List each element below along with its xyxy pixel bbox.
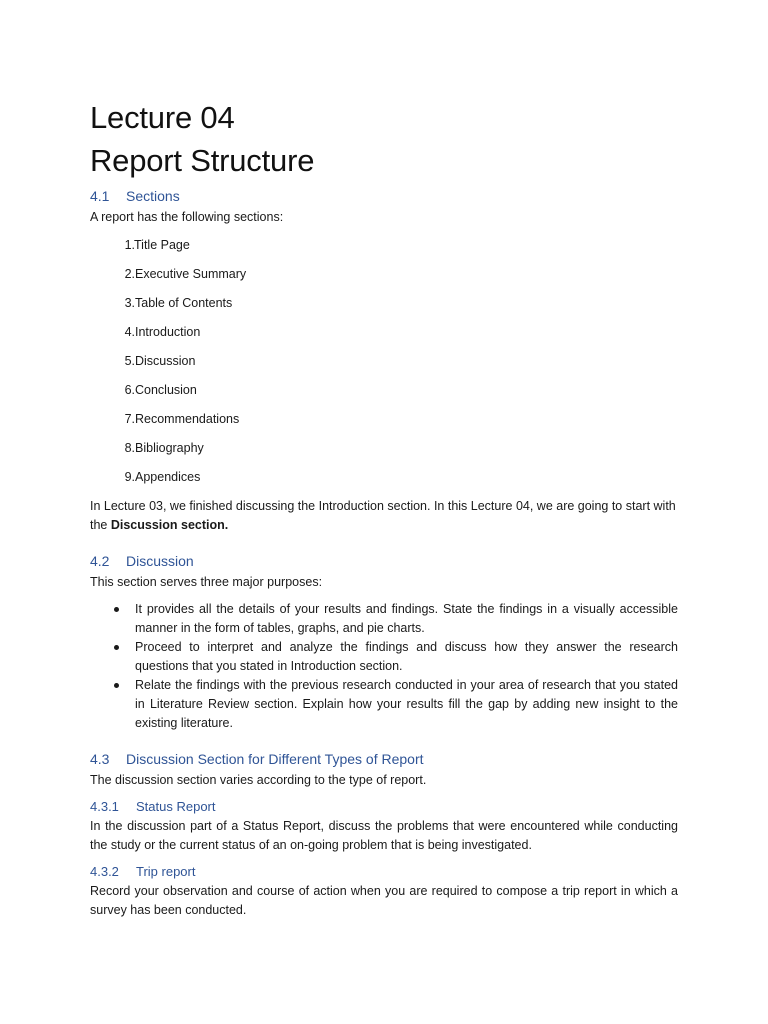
list-item: 7. Recommendations: [124, 412, 240, 426]
heading-number: 4.1: [90, 188, 110, 204]
bullet-icon: [90, 600, 135, 638]
trip-report-body: Record your observation and course of action when you are required to compose a trip report in which a survey has been conducted.: [90, 884, 678, 917]
heading-text: Sections: [126, 188, 180, 204]
list-item: 6. Conclusion: [124, 383, 197, 397]
heading-4-1: [90, 186, 678, 206]
heading-4-3-2: [90, 863, 678, 881]
page-title-lecture: Lecture 04: [90, 100, 235, 135]
list-item: 8. Bibliography: [124, 441, 204, 455]
discussion-intro: This section serves three major purposes:: [90, 575, 323, 589]
heading-text: Status Report: [136, 799, 216, 814]
sections-intro: A report has the following sections:: [90, 210, 284, 224]
heading-4-3-1: [90, 798, 678, 816]
list-item: It provides all the details of your results and findings. State the findings in a visually accessible manner in the form of tables, graphs, and pie charts.: [90, 600, 678, 638]
heading-4-2: [90, 551, 678, 571]
discussion-purposes-list: [90, 600, 678, 733]
sections-list: [90, 236, 678, 497]
heading-number: 4.3.1: [90, 799, 119, 814]
list-item: 9. Appendices: [124, 470, 201, 484]
types-intro: The discussion section varies according to the type of report.: [90, 773, 427, 787]
list-item: 2. Executive Summary: [124, 267, 247, 281]
heading-number: 4.2: [90, 553, 110, 569]
bullet-icon: [90, 638, 135, 676]
heading-4-3: [90, 749, 678, 769]
emphasis-discussion-section: Discussion section.: [110, 518, 229, 532]
status-report-body: In the discussion part of a Status Report, discuss the problems that were encountered while conducting the study or the current status of an on-going problem that is being investigated.: [90, 819, 678, 852]
heading-number: 4.3.2: [90, 864, 119, 879]
list-item: 4. Introduction: [124, 325, 201, 339]
page-title-topic: Report Structure: [90, 143, 315, 178]
bullet-icon: [90, 676, 135, 733]
list-item: Relate the findings with the previous research conducted in your area of research that you stated in Literature Review section. Explain how your results fill the gap by adding new insight to the existing literature.: [90, 676, 678, 733]
heading-text: Discussion: [126, 553, 194, 569]
heading-text: Trip report: [136, 864, 196, 879]
sections-outro: In Lecture 03, we finished discussing the Introduction section. In this Lecture 04, we are going to start with the Discussion section.: [90, 499, 676, 532]
heading-number: 4.3: [90, 751, 110, 767]
list-item: 3. Table of Contents: [124, 296, 233, 310]
list-item: 5. Discussion: [124, 354, 196, 368]
page-content: [90, 96, 678, 920]
list-item: Proceed to interpret and analyze the findings and discuss how they answer the research questions that you stated in Introduction section.: [90, 638, 678, 676]
heading-text: Discussion Section for Different Types of Report: [126, 751, 424, 767]
list-item: 1. Title Page: [124, 238, 190, 252]
